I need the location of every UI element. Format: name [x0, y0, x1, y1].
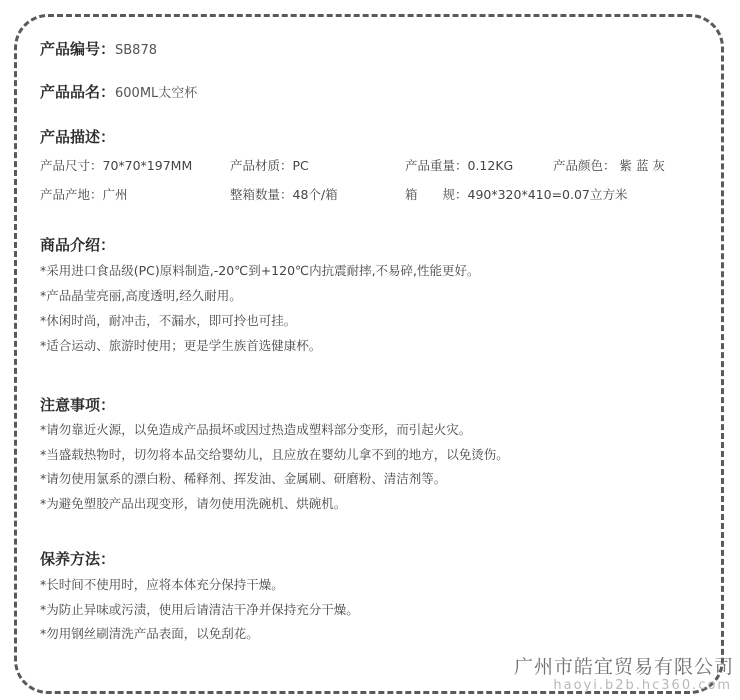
spec-material: 产品材质：PC: [230, 158, 309, 173]
product-name-row: [40, 81, 197, 102]
spec-box-size: 箱 规：490*320*410=0.07立方米: [405, 187, 628, 202]
intro-item: *采用进口食品级(PC)原料制造,-20℃到+120℃内抗震耐摔,不易碎,性能更好。: [40, 263, 480, 278]
care-item: *为防止异味或污渍，使用后请清洁干净并保持充分干燥。: [40, 602, 359, 617]
site-watermark: haoyi.b2b.hc360.com: [553, 678, 732, 693]
notes-title: 注意事项：: [40, 396, 116, 414]
company-name: 广州市皓宜贸易有限公司: [513, 656, 734, 678]
description-title: 产品描述：: [40, 128, 116, 146]
spec-box-qty: 整箱数量：48个/箱: [230, 187, 338, 202]
intro-title: 商品介绍：: [40, 236, 116, 254]
spec-color: 产品颜色： 紫 蓝 灰: [553, 158, 665, 173]
spec-weight: 产品重量：0.12KG: [405, 158, 514, 173]
product-code-label: 产品编号：: [40, 40, 116, 58]
care-item: *长时间不使用时，应将本体充分保持干燥。: [40, 577, 284, 592]
product-name-value: 600ML太空杯: [115, 86, 198, 101]
spec-size: 产品尺寸：70*70*197MM: [40, 158, 193, 173]
product-code-value: SB878: [115, 43, 157, 58]
product-code-row: [40, 38, 157, 59]
intro-item: *适合运动、旅游时使用；更是学生族首选健康杯。: [40, 338, 322, 353]
intro-item: *休闲时尚，耐冲击，不漏水，即可拎也可挂。: [40, 313, 297, 328]
notes-item: *请勿靠近火源，以免造成产品损坏或因过热造成塑料部分变形，而引起火灾。: [40, 422, 472, 437]
notes-item: *当盛载热物时，切勿将本品交给婴幼儿，且应放在婴幼儿拿不到的地方，以免烫伤。: [40, 447, 509, 462]
care-title: 保养方法：: [40, 550, 116, 568]
notes-item: *请勿使用氯系的漂白粉、稀释剂、挥发油、金属刷、研磨粉、清洁剂等。: [40, 471, 447, 486]
care-item: *勿用钢丝刷清洗产品表面，以免刮花。: [40, 626, 259, 641]
notes-item: *为避免塑胶产品出现变形，请勿使用洗碗机、烘碗机。: [40, 496, 347, 511]
spec-origin: 产品产地：广州: [40, 187, 128, 202]
product-name-label: 产品品名：: [40, 83, 116, 101]
intro-item: *产品晶莹亮丽,高度透明,经久耐用。: [40, 288, 242, 303]
